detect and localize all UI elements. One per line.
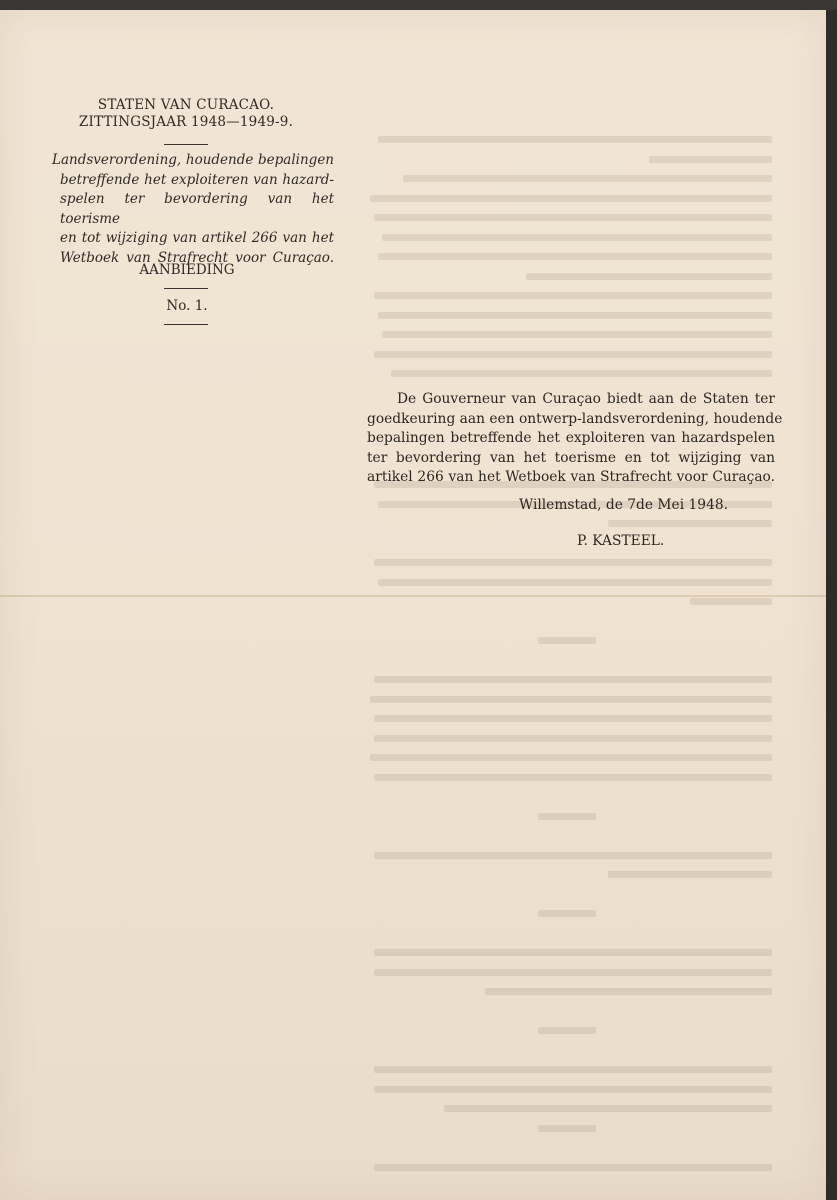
aanbieding-label: AANBIEDING — [139, 262, 235, 278]
header-line-states: STATEN VAN CURACAO. — [97, 97, 275, 113]
divider-rule-3 — [164, 324, 208, 325]
title-line: Wetboek van Strafrecht voor Curaçao. — [60, 249, 334, 266]
body-line: bepalingen betreffende het exploiteren van hazardspelen — [367, 430, 775, 446]
signatory-name: P. KASTEEL. — [577, 533, 665, 549]
divider-rule-1 — [164, 144, 208, 145]
body-line: ter bevordering van het toerisme en tot wijziging van — [367, 449, 775, 466]
document-number: No. 1. — [166, 298, 208, 314]
page-fold — [0, 595, 826, 597]
body-line: De Gouverneur van Curaçao biedt aan de Staten ter — [397, 391, 775, 407]
scan-edge — [826, 10, 837, 1200]
document-title — [52, 151, 334, 268]
body-line: artikel 266 van het Wetboek van Strafrecht voor Curaçao. — [367, 469, 775, 485]
place-and-date: Willemstad, de 7de Mei 1948. — [519, 497, 729, 513]
divider-rule-2 — [164, 288, 208, 289]
title-line: betreffende het exploiteren van hazard- — [60, 171, 334, 188]
title-line: spelen ter bevordering van het toerisme — [60, 191, 334, 227]
title-line: Landsverordening, houdende bepalingen — [52, 152, 334, 168]
title-line: en tot wijziging van artikel 266 van het — [60, 230, 334, 246]
document-header — [40, 97, 332, 131]
offer-paragraph — [367, 390, 783, 488]
header-line-session: ZITTINGSJAAR 1948—1949-9. — [78, 114, 294, 130]
body-line: goedkeuring aan een ontwerp-landsverordening, houdende — [367, 410, 783, 427]
